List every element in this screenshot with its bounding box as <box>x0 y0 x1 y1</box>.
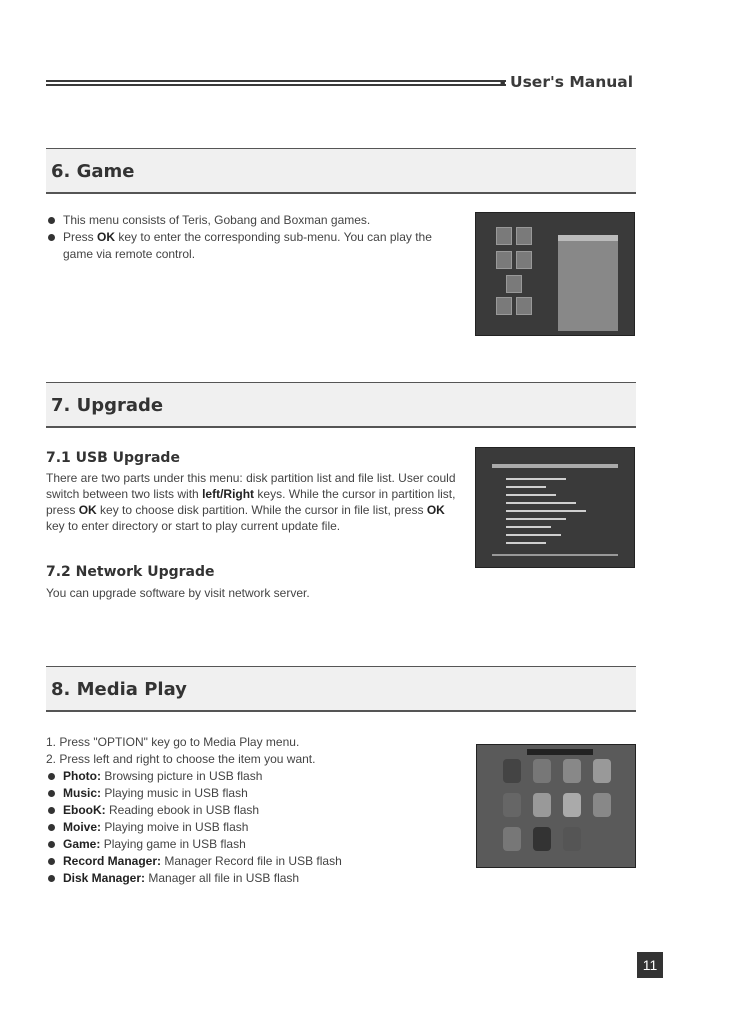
bullet-icon <box>48 824 55 831</box>
section-title: 7. Upgrade <box>51 395 164 416</box>
network-upgrade-text: You can upgrade software by visit network server. <box>46 586 310 600</box>
step-2: 2. Press left and right to choose the item you want. <box>46 752 316 766</box>
bullet-icon <box>48 217 55 224</box>
section-media-header <box>46 666 636 712</box>
usb-upgrade-title: 7.1 USB Upgrade <box>46 450 180 466</box>
section-title: 8. Media Play <box>51 679 187 700</box>
list-item: Game: Playing game in USB flash <box>46 836 456 853</box>
list-item: Photo: Browsing picture in USB flash <box>46 768 456 785</box>
list-item: Music: Playing music in USB flash <box>46 785 456 802</box>
bullet-icon <box>48 790 55 797</box>
game-bullets <box>46 212 464 263</box>
list-item: EbooK: Reading ebook in USB flash <box>46 802 456 819</box>
usb-upgrade-screenshot <box>475 447 635 568</box>
header-rule <box>46 80 506 86</box>
header-square-icon: ■ <box>500 78 506 88</box>
manual-title: User's Manual <box>510 73 634 91</box>
list-item: This menu consists of Teris, Gobang and Boxman games. <box>46 212 464 229</box>
section-upgrade-header <box>46 382 636 428</box>
section-title: 6. Game <box>51 161 135 182</box>
bullet-icon <box>48 875 55 882</box>
network-upgrade-title: 7.2 Network Upgrade <box>46 564 215 580</box>
bullet-icon <box>48 234 55 241</box>
list-item: Press OK key to enter the corresponding sub-menu. You can play the game via remote control. <box>46 229 464 263</box>
game-menu-screenshot <box>475 212 635 336</box>
bullet-icon <box>48 841 55 848</box>
step-1: 1. Press "OPTION" key go to Media Play menu. <box>46 735 300 749</box>
list-item: Record Manager: Manager Record file in USB flash <box>46 853 456 870</box>
bullet-icon <box>48 858 55 865</box>
bullet-icon <box>48 807 55 814</box>
bullet-icon <box>48 773 55 780</box>
section-game-header <box>46 148 636 194</box>
media-items <box>46 768 456 887</box>
list-item: Moive: Playing moive in USB flash <box>46 819 456 836</box>
usb-upgrade-text: There are two parts under this menu: disk partition list and file list. User could switch between two lists with left/Right keys. While the cursor in partition list, press OK key to choose disk partition. While the cursor in file list, press OK key to enter directory or start to play current update file. <box>46 471 456 533</box>
media-play-screenshot <box>476 744 636 868</box>
media-steps <box>46 734 456 768</box>
page-number: 11 <box>637 952 663 978</box>
list-item: Disk Manager: Manager all file in USB flash <box>46 870 456 887</box>
